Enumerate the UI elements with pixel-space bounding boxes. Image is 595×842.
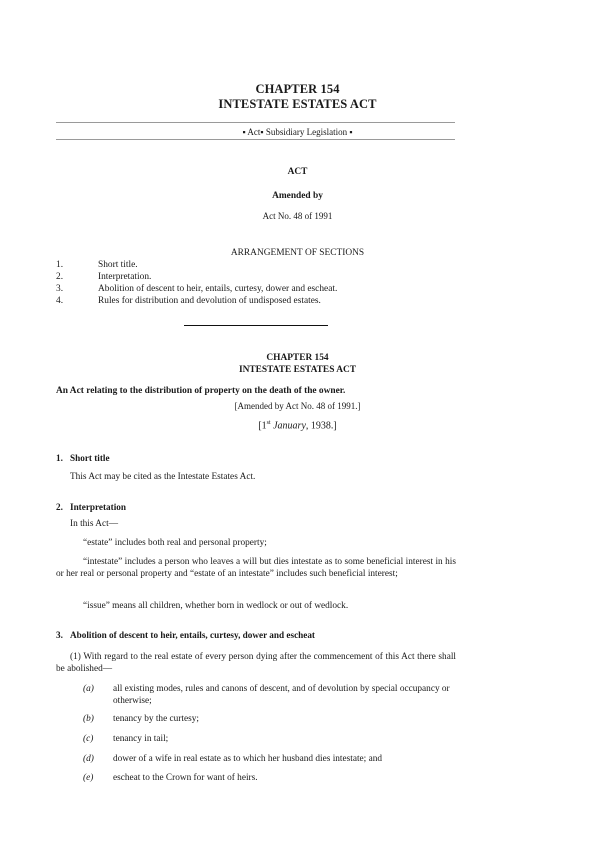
section-divider (184, 325, 328, 326)
arrangement-item-number: 4. (56, 296, 64, 306)
bullet-icon: ▪ (260, 127, 264, 137)
long-title: An Act relating to the distribution of property on the death of the owner. (56, 386, 346, 396)
section-1-heading: 1. Short title (56, 453, 110, 463)
list-item-text: tenancy in tail; (113, 734, 169, 744)
list-item-text: tenancy by the curtesy; (113, 714, 199, 724)
act-title: INTESTATE ESTATES ACT (218, 97, 377, 111)
arrangement-heading: ARRANGEMENT OF SECTIONS (230, 248, 365, 258)
arrangement-item-number: 2. (56, 272, 64, 282)
section-2-heading: 2. Interpretation (56, 502, 126, 512)
amended-by-label: Amended by (272, 191, 323, 201)
list-marker: (b) (83, 714, 94, 724)
section-3-heading: 3. Abolition of descent to heir, entails, curtesy, dower and escheat (56, 630, 315, 640)
arrangement-item-number: 1. (56, 260, 64, 270)
list-item-text: dower of a wife in real estate as to which her husband dies intestate; and (113, 754, 383, 764)
list-marker: (d) (83, 754, 94, 764)
section-3-intro: (1) With regard to the real estate of every person dying after the commencement of this Act there shall be abolished— (56, 652, 456, 675)
arrangement-item-label[interactable]: Short title. (98, 260, 138, 270)
chapter-number: CHAPTER 154 (255, 82, 340, 96)
act-label: ACT (287, 167, 308, 177)
arrangement-item-label[interactable]: Rules for distribution and devolution of undisposed estates. (98, 296, 321, 306)
definition-intestate: “intestate” includes a person who leaves a will but dies intestate as to some beneficial interest in his or her real or personal property and “estate of an intestate” includes such beneficial interest; (56, 557, 456, 580)
list-marker: (a) (83, 684, 94, 694)
list-item-text: all existing modes, rules and canons of descent, and of devolution by special occupancy or otherwise; (113, 684, 450, 707)
definition-estate: “estate” includes both real and personal property; (83, 538, 267, 548)
list-item-text: escheat to the Crown for want of heirs. (113, 773, 258, 783)
nav-bottom-rule (56, 139, 455, 140)
section-1-text: This Act may be cited as the Intestate Estates Act. (70, 472, 256, 482)
list-marker: (c) (83, 734, 94, 744)
section-2-intro: In this Act— (70, 519, 119, 529)
list-marker: (e) (83, 773, 94, 783)
act-link[interactable]: Act (247, 127, 261, 137)
definition-issue: “issue” means all children, whether born in wedlock or out of wedlock. (83, 601, 349, 611)
top-rule (56, 122, 455, 123)
arrangement-item-label[interactable]: Interpretation. (98, 272, 152, 282)
arrangement-item-number: 3. (56, 284, 64, 294)
amendment-note: [Amended by Act No. 48 of 1991.] (234, 401, 361, 411)
bullet-icon: ▪ (349, 127, 353, 137)
bullet-icon: ▪ (242, 127, 246, 137)
arrangement-item-label[interactable]: Abolition of descent to heir, entails, curtesy, dower and escheat. (98, 284, 338, 294)
amending-act-link[interactable]: Act No. 48 of 1991 (262, 211, 333, 221)
body-chapter-number: CHAPTER 154 (266, 353, 329, 363)
nav-links (0, 127, 595, 137)
commencement-date: [1st January, 1938.] (258, 420, 337, 432)
subsidiary-legislation-link[interactable]: Subsidiary Legislation (265, 127, 348, 137)
body-act-title: INTESTATE ESTATES ACT (238, 365, 357, 375)
